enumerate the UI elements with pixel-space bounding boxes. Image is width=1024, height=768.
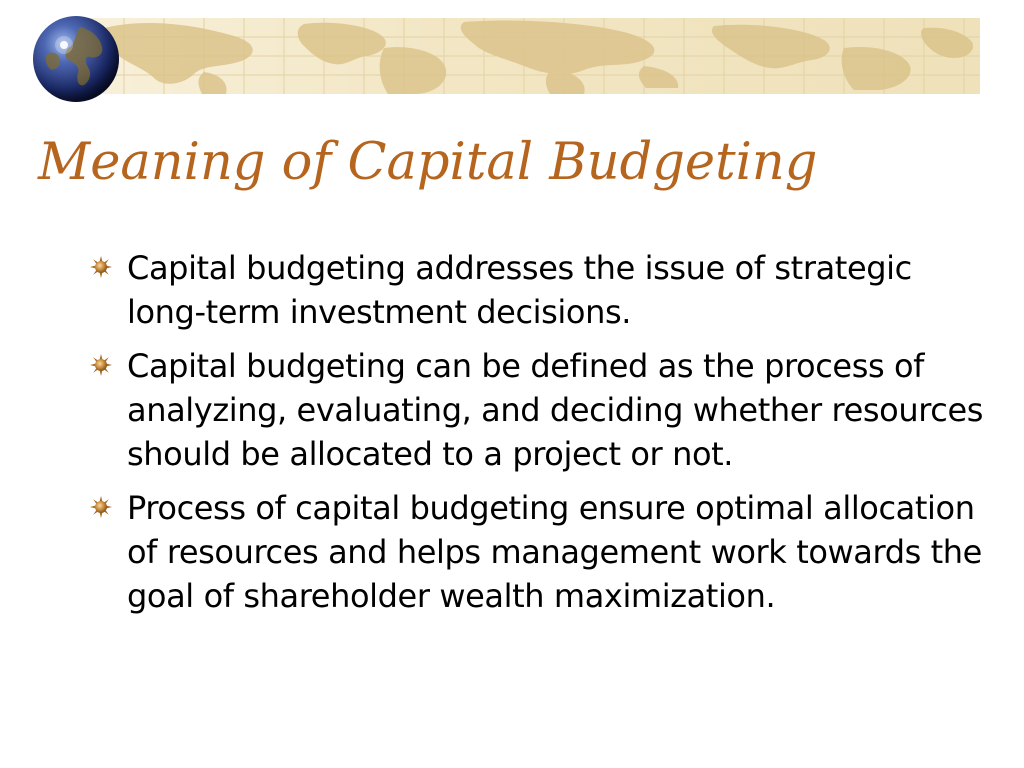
globe-icon — [30, 13, 122, 105]
bullet-text: Capital budgeting can be defined as the process of analyzing, evaluating, and deciding whether resources should be allocated to a project or not. — [127, 347, 984, 473]
bullet-text: Process of capital budgeting ensure optimal allocation of resources and helps management work towards the goal of shareholder wealth maximization. — [127, 489, 982, 615]
bullet-item — [90, 344, 990, 476]
slide-title: Meaning of Capital Budgeting — [38, 133, 818, 192]
sun-bullet-icon — [90, 354, 112, 376]
bullet-text: Capital budgeting addresses the issue of strategic long-term investment decisions. — [127, 249, 912, 331]
bullet-list — [90, 246, 990, 628]
bullet-item — [90, 246, 990, 334]
sun-bullet-icon — [90, 496, 112, 518]
world-map-banner — [84, 18, 980, 94]
world-map-icon — [84, 18, 980, 94]
bullet-item — [90, 486, 990, 618]
sun-bullet-icon — [90, 256, 112, 278]
